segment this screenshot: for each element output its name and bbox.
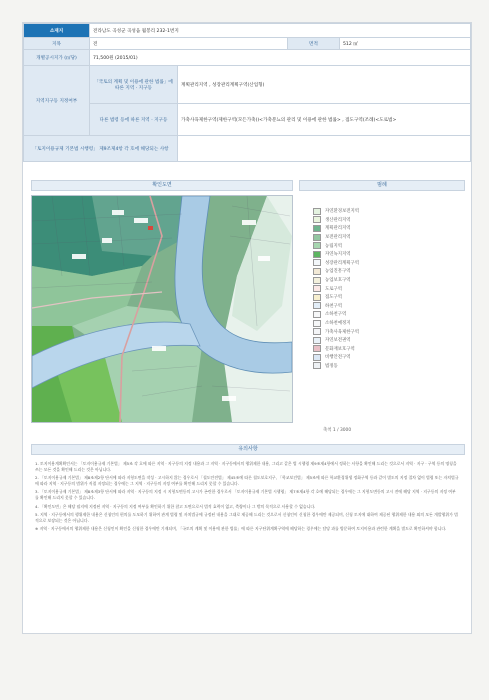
- note-item: 4. 「확인도면」은 해당 필지에 지정된 지역 · 지구등의 지정 여부를 확인하기 위한 참고 도면으로서 법적 효력이 없고, 측량이나 그 밖의 목적으로 사용할 수 없습니다.: [35, 503, 316, 509]
- legend-swatch: [313, 354, 321, 361]
- map-scale: 축척 1 / 3000: [323, 428, 352, 433]
- legend-item: [313, 302, 463, 311]
- legend-item: [313, 319, 463, 328]
- legend-label: 소하천예정지: [325, 321, 351, 327]
- legend-label: 법정동: [325, 363, 338, 369]
- legend-swatch: [313, 268, 321, 275]
- legend-label: 농업보호구역: [325, 278, 351, 284]
- note-item: 3. 「토지이용규제 기본법」 제8조제3항 단서에 따라 지역 · 지구등의 지정 시 지형도면등의 고시가 곤란한 경우로서 「토지이용규제 기본법 시행령」 제7조제4항 각 호에 해당되는 경우에는 그 지형도면등의 고시 전에 해당 지역 · 지구등의 지정 여부를 확인해 드리지 못할 수 있습니다.: [35, 489, 456, 500]
- legend-label: 하천구역: [325, 303, 342, 309]
- legend-item: [313, 345, 463, 354]
- legend-swatch: [313, 216, 321, 223]
- legend-label: 농업진흥구역: [325, 269, 351, 275]
- zoning-row3-label: 「토지이용규제 기본법 시행령」 제9조제4항 각 호에 해당되는 사항: [24, 136, 178, 162]
- legend-swatch: [313, 311, 321, 318]
- legend-swatch: [313, 337, 321, 344]
- address-label: 소재지: [24, 24, 90, 38]
- legend-label: 비행안전구역: [325, 355, 351, 361]
- map-drawing: [32, 196, 292, 422]
- info-table: [23, 23, 471, 162]
- legend-label: 보전관리지역: [325, 235, 351, 241]
- note-item: ※ 지역 · 지구등에서의 행위제한 내용은 신청인이 확인을 신청한 경우에만 기재되며, 「국토의 계획 및 이용에 관한 법률」에 따른 지구단위계획구역에 해당하는 경우에는 담당 과를 방문하여 토지이용과 관련한 계획을 별도로 확인하셔야 합니다.: [35, 526, 447, 532]
- legend-swatch: [313, 225, 321, 232]
- confirmation-map: [31, 195, 293, 423]
- area-label: 면적: [288, 38, 340, 50]
- legend-item: [313, 207, 463, 216]
- legend-label: 자연보전권역: [325, 338, 351, 344]
- legend-swatch: [313, 285, 321, 292]
- legend-item: [313, 241, 463, 250]
- address-value: 전라남도 곡성군 곡성읍 월봉리 232-1번지: [90, 24, 471, 38]
- legend-item: [313, 224, 463, 233]
- legend-label: 가축사육제한구역: [325, 329, 359, 335]
- notes-section: [35, 461, 459, 535]
- jimok-label: 지목: [24, 38, 90, 50]
- legend-item: [313, 310, 463, 319]
- legend-swatch: [313, 294, 321, 301]
- note-item: 2. 「토지이용규제 기본법」 제8조제2항 단서에 따라 지형도면을 작성 · 고시하지 않는 경우로서 「철도안전법」 제45조에 따른 철도보호지구, 「학교보건법」 제5조에 따른 학교환경위생 정화구역 등과 같이 별도의 지정 절차 없이 법령 또는 자치법규에 따라 지역 · 지구등의 범위가 직접 지정되는 경우에는 그 지역 · 지구등의 지정 여부를 확인해 드리지 못할 수 있습니다.: [35, 475, 459, 486]
- zoning-row3-value: [178, 136, 471, 162]
- legend-label: 자연녹지지역: [325, 252, 351, 258]
- area-value: 512 ㎡: [340, 38, 471, 50]
- legend-swatch: [313, 208, 321, 215]
- legend-swatch: [313, 362, 321, 369]
- legend-item: [313, 327, 463, 336]
- legend-swatch: [313, 302, 321, 309]
- legend-swatch: [313, 320, 321, 327]
- legend-label: 문화재보호구역: [325, 346, 355, 352]
- legend-item: [313, 233, 463, 242]
- legend-section-title: 범례: [299, 180, 465, 191]
- legend-swatch: [313, 251, 321, 258]
- subject-parcel-marker: [148, 226, 153, 230]
- note-item: 1. 토지이용계획확인서는 「토지이용규제 기본법」 제5조 각 호에 따른 지역 · 지구등의 지정 내용과 그 지역 · 지구등에서의 행위제한 내용, 그리고 같은 법 시행령 제9조제4항에서 정하는 사항을 확인해 드리는 것으로서 지역 · 지구 · 구역 등의 명칭을 쓰는 모든 것을 확인해 드리는 것은 아닙니다.: [35, 461, 457, 472]
- legend-item: [313, 353, 463, 362]
- legend-label: 자연환경보전지역: [325, 209, 359, 215]
- legend-label: 접도구역: [325, 295, 342, 301]
- legend-item: [313, 362, 463, 371]
- zoning-row2-value: 가축사육제한구역(제한구역(모든가축))<가축분뇨의 관리 및 이용에 관한 법률> , 접도구역(조례)<도로법>: [178, 104, 471, 136]
- legend-item: [313, 336, 463, 345]
- zoning-section-label: 지역지구등 지정여부: [24, 66, 90, 136]
- jimok-value: 전: [90, 38, 288, 50]
- map-legend: [313, 207, 463, 370]
- legend-item: [313, 259, 463, 268]
- legend-label: 계획관리지역: [325, 226, 351, 232]
- legend-swatch: [313, 259, 321, 266]
- legend-swatch: [313, 234, 321, 241]
- legend-item: [313, 276, 463, 285]
- legend-swatch: [313, 242, 321, 249]
- document-sheet: [22, 22, 472, 634]
- legend-item: [313, 293, 463, 302]
- legend-swatch: [313, 345, 321, 352]
- legend-label: 성장관리계획구역: [325, 260, 359, 266]
- zoning-row2-label: 다른 법령 등에 따른 지역 · 지구등: [90, 104, 178, 136]
- legend-item: [313, 216, 463, 225]
- price-value: 71,500원 (2015/01): [90, 50, 471, 66]
- note-item: 5. 지역 · 지구등에서의 행위제한 내용은 신청인의 편의를 도모하기 위하여 관계 법령 및 자치법규에 규정된 내용을 그대로 제공해 드리는 것으로서 신청인이 신청한 경우에만 제공되며, 신청 토지에 대하여 제공된 행위제한 내용 외의 모든 개발행위가 법적으로 보장되는 것은 아닙니다.: [35, 512, 458, 523]
- legend-item: [313, 284, 463, 293]
- legend-swatch: [313, 328, 321, 335]
- legend-item: [313, 250, 463, 259]
- legend-label: 생산관리지역: [325, 217, 351, 223]
- map-section-title: 확인도면: [31, 180, 293, 191]
- legend-label: 도로구역: [325, 286, 342, 292]
- legend-label: 소하천구역: [325, 312, 347, 318]
- price-label: 개별공시지가 (㎡당): [24, 50, 90, 66]
- notes-title: 유의사항: [31, 444, 465, 455]
- legend-swatch: [313, 277, 321, 284]
- zoning-row1-label: 「국토의 계획 및 이용에 관한 법률」에 따른 지역 · 지구등: [90, 66, 178, 104]
- zoning-row1-value: 계획관리지역 , 성장관리계획구역(산업형): [178, 66, 471, 104]
- legend-label: 농림지역: [325, 243, 342, 249]
- legend-item: [313, 267, 463, 276]
